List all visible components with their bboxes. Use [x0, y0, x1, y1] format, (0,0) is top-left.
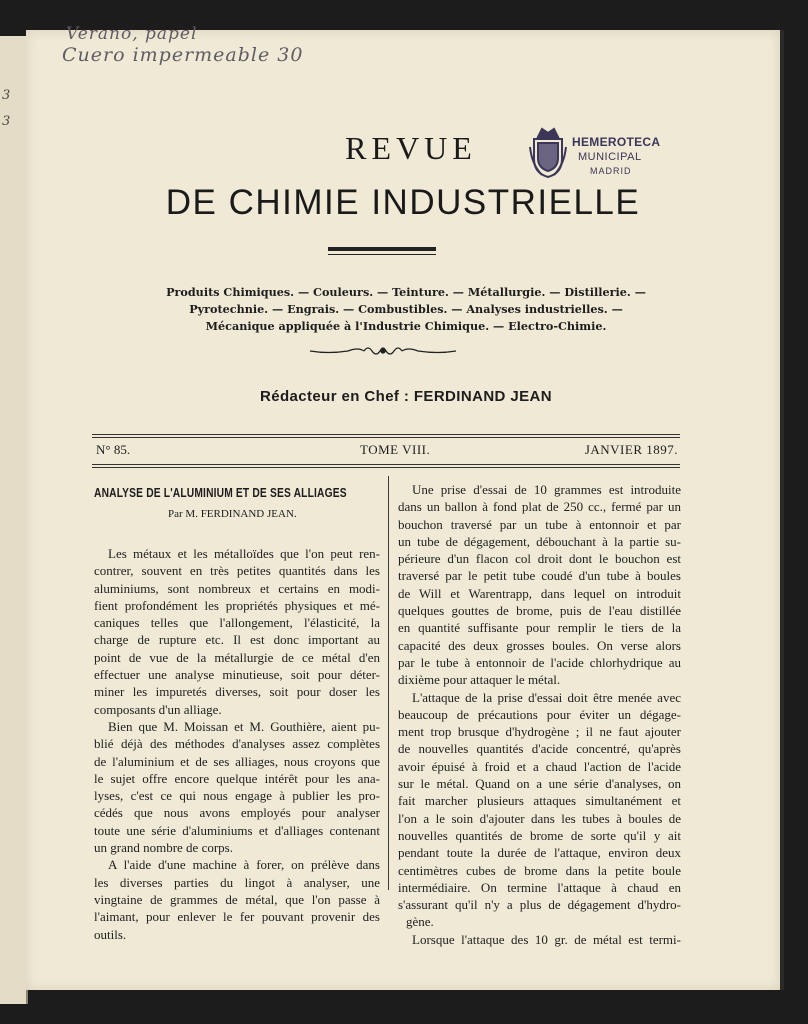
journal-page: [26, 24, 780, 990]
margin-mark: 3: [2, 88, 11, 103]
text-line: outils.: [94, 926, 127, 942]
text-line: aluminiums, sont nombreux et certains en modi-: [94, 580, 380, 596]
text-line: de Will et Warentrapp, dans lequel on introduit: [398, 585, 681, 601]
text-line: fient profondément les propriétés physiques et mé-: [94, 597, 380, 613]
text-line: dixième pour attaquer le métal.: [398, 672, 561, 688]
text-line: capacité des deux grosses boules. On verse alors: [398, 637, 681, 653]
margin-mark: 3: [2, 114, 11, 129]
text-line: les diverses parties du lingot à analyser, une: [94, 874, 380, 890]
pencil-note: Verano, papel: [66, 24, 198, 44]
text-line: un tube de dégagement, débouchant à la partie su-: [398, 533, 681, 549]
text-line: par le tube à entonnoir de l'acide chlorhydrique au: [398, 654, 681, 670]
text-line: l'aimant, pour enlever le fer pouvant provenir des: [94, 909, 380, 925]
text-line: intermédiaire. On termine l'attaque à chaud en: [398, 879, 681, 895]
text-line: avoir épuisé à froid et a chaud l'action de l'acide: [398, 758, 681, 774]
text-line: caniques telles que l'allongement, l'élasticité, la: [94, 615, 380, 631]
article-column-2: [398, 481, 681, 948]
coat-of-arms-icon: [528, 123, 568, 179]
masthead-rule: [92, 434, 680, 435]
text-line: vingtaine de grammes de métal, que l'on passe à: [94, 891, 380, 907]
column-divider: [388, 476, 389, 890]
article-title: ANALYSE DE L'ALUMINIUM ET DE SES ALLIAGES: [94, 486, 347, 500]
title-rule: [328, 247, 436, 251]
text-line: contrer, souvent en très petites quantités dans les: [94, 563, 380, 579]
text-line: beaucoup de précautions pour éviter un dégage-: [398, 706, 681, 722]
text-line: bouchon traversé par un tube à entonnoir et par: [398, 516, 681, 532]
text-line: charge de rupture etc. Il est donc important au: [94, 632, 380, 648]
library-stamp: [528, 123, 668, 187]
text-line: nouvelles quantités de brome de sorte qu'il y ait: [398, 827, 681, 843]
text-line: de l'aluminium et de ses alliages, nous croyons que: [94, 753, 380, 769]
journal-title-small: REVUE: [345, 130, 477, 166]
text-line: traversé par le petit tube coudé d'un tube à boules: [398, 568, 681, 584]
text-line: Les métaux et les métalloïdes que l'on peut ren-: [108, 546, 380, 561]
text-line: périeure d'un flacon col droit dont le bouchon est: [398, 551, 681, 567]
text-line: cédés que nous avons employés pour analyser: [94, 805, 380, 821]
masthead-rule: [92, 467, 680, 468]
text-line: composants d'un alliage.: [94, 701, 222, 717]
text-line: pendant toute la durée de l'attaque, environ deux: [398, 845, 681, 861]
page-edge-shadow: [780, 30, 784, 990]
text-line: gène.: [406, 914, 434, 930]
stamp-line-3: MADRID: [590, 166, 632, 176]
text-line: le sujet offre encore quelque intérêt pour les ana-: [94, 770, 380, 786]
article-byline: Par M. FERDINAND JEAN.: [168, 508, 297, 520]
text-line: Bien que M. Moissan et M. Gouthière, aient pu-: [108, 718, 380, 734]
adjacent-page-edge: [0, 36, 28, 1004]
subject-list: [76, 284, 736, 335]
text-line: toute une série d'aluminiums et d'alliages contenant: [94, 822, 380, 838]
pencil-note: Cuero impermeable 30: [62, 44, 304, 66]
text-line: effectuer une analyse minutieuse, soit pour déter-: [94, 667, 380, 683]
text-line: en quantité suffisante pour remplir le tiers de la: [398, 620, 681, 636]
issue-date: JANVIER 1897.: [584, 442, 678, 457]
editor-line: Rédacteur en Chef : FERDINAND JEAN: [260, 388, 552, 405]
stamp-line-1: HEMEROTECA: [572, 135, 661, 149]
text-line: un grand nombre de corps.: [94, 840, 233, 856]
text-line: centimètres cubes de brome dans la petite boule: [398, 862, 681, 878]
issue-tome: TOME VIII.: [360, 442, 431, 457]
article-column-1: [94, 545, 380, 943]
text-line: point de vue de la métallurgie de ce métal d'en: [94, 649, 380, 665]
subject-line: Produits Chimiques. — Couleurs. — Teinture. — Métallurgie. — Distillerie. —: [166, 285, 646, 299]
subject-line: Pyrotechnie. — Engrais. — Combustibles. — Analyses industrielles. —: [189, 302, 623, 316]
text-line: L'attaque de la prise d'essai doit être menée avec: [412, 689, 681, 705]
text-line: l'on a le soin d'ajouter dans les tubes à boules de: [398, 810, 681, 826]
text-line: sur le métal. Quand on a une série d'analyses, on: [398, 776, 681, 792]
text-line: quelques gouttes de brome, puis de l'eau distillée: [398, 603, 681, 619]
text-line: dans un ballon à fond plat de 250 cc., fermé par un: [398, 499, 681, 515]
text-line: Lorsque l'attaque des 10 gr. de métal est termi-: [412, 931, 681, 947]
title-rule-thin: [328, 254, 436, 255]
text-line: lyses, c'est ce qui nous engage à publier les pro-: [94, 788, 380, 804]
masthead-rule: [92, 437, 680, 438]
text-line: s'assurant qu'il n'y a plus de dégagement d'hydro-: [398, 897, 681, 913]
stamp-line-2: MUNICIPAL: [578, 151, 642, 163]
text-line: fait marcher plusieurs attaques simultanément et: [398, 793, 681, 809]
issue-masthead: [92, 442, 680, 458]
text-line: blié déjà des méthodes d'analyses assez complètes: [94, 736, 380, 752]
masthead-rule: [92, 464, 680, 465]
text-line: ment trop brusque d'hydrogène ; il ne faut ajouter: [398, 724, 681, 740]
text-line: miner les impuretés diverses, soit pour doser les: [94, 684, 380, 700]
ornament-divider-icon: [308, 344, 458, 358]
subject-line: Mécanique appliquée à l'Industrie Chimique. — Electro-Chimie.: [205, 319, 607, 333]
issue-number: N° 85.: [96, 442, 131, 457]
text-line: A l'aide d'une machine à forer, on prélève dans: [108, 857, 380, 873]
journal-title-large: DE CHIMIE INDUSTRIELLE: [165, 183, 641, 222]
text-line: de nouvelles quantités d'acide concentré, qu'après: [398, 741, 681, 757]
text-line: Une prise d'essai de 10 grammes est introduite: [412, 482, 681, 497]
